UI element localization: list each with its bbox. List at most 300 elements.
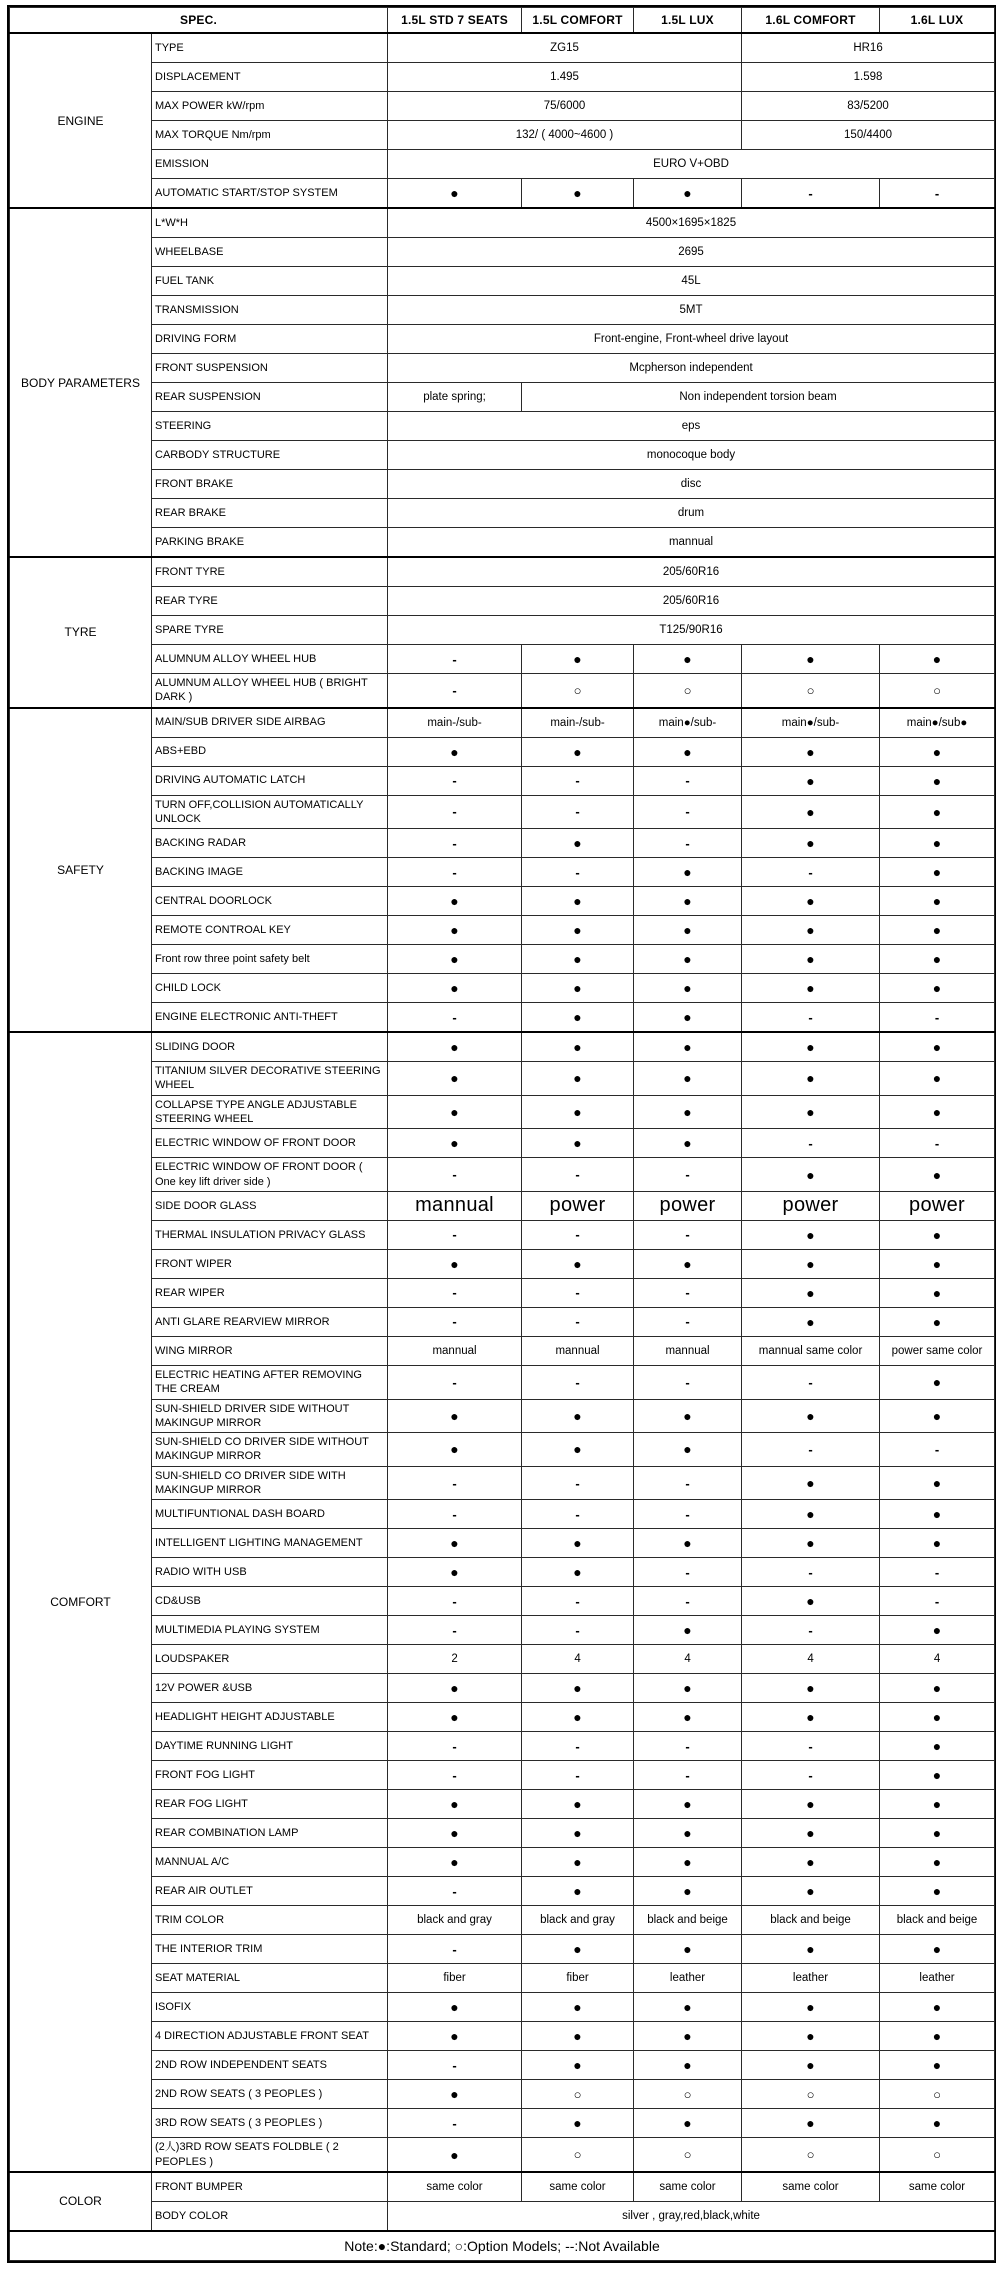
standard-dot-icon: ● (880, 1158, 995, 1192)
standard-dot-icon: ● (880, 766, 995, 795)
value-cell: 83/5200 (742, 92, 995, 121)
spec-row (10, 557, 995, 587)
spec-row (10, 1365, 995, 1399)
standard-dot-icon: ● (634, 1399, 742, 1433)
standard-dot-icon: ● (880, 1616, 995, 1645)
standard-dot-icon: ● (880, 829, 995, 858)
standard-dot-icon: ● (522, 974, 634, 1003)
standard-dot-icon: ● (742, 1307, 880, 1336)
spec-row-label: TRIM COLOR (152, 1906, 388, 1935)
not-available-dash: - (388, 1003, 522, 1033)
standard-dot-icon: ● (742, 916, 880, 945)
spec-row (10, 1674, 995, 1703)
standard-dot-icon: ● (880, 1500, 995, 1529)
spec-row (10, 1249, 995, 1278)
column-header-15l-lux: 1.5L LUX (634, 8, 742, 34)
standard-dot-icon: ● (388, 1674, 522, 1703)
standard-dot-icon: ● (634, 945, 742, 974)
not-available-dash: - (634, 1307, 742, 1336)
not-available-dash: - (522, 1500, 634, 1529)
value-cell: fiber (522, 1964, 634, 1993)
spec-row-label: WHEELBASE (152, 238, 388, 267)
not-available-dash: - (522, 766, 634, 795)
not-available-dash: - (742, 1732, 880, 1761)
spec-row-label: DISPLACEMENT (152, 63, 388, 92)
spec-row (10, 887, 995, 916)
spec-row-label: RADIO WITH USB (152, 1558, 388, 1587)
not-available-dash: - (388, 1500, 522, 1529)
standard-dot-icon: ● (388, 1790, 522, 1819)
standard-dot-icon: ● (742, 1399, 880, 1433)
spec-row-label: TITANIUM SILVER DECORATIVE STEERING WHEEL (152, 1062, 388, 1096)
option-circle-icon: ○ (634, 2138, 742, 2172)
value-cell: 1.598 (742, 63, 995, 92)
option-circle-icon: ○ (880, 2138, 995, 2172)
spec-row-label: L*W*H (152, 208, 388, 238)
spec-row (10, 325, 995, 354)
spec-row (10, 121, 995, 150)
spec-row (10, 296, 995, 325)
standard-dot-icon: ● (742, 2051, 880, 2080)
spec-row-label: TYPE (152, 33, 388, 63)
standard-dot-icon: ● (742, 945, 880, 974)
spec-row-label: TRANSMISSION (152, 296, 388, 325)
value-cell: 45L (388, 267, 995, 296)
not-available-dash: - (880, 1558, 995, 1587)
spec-row-label: THERMAL INSULATION PRIVACY GLASS (152, 1220, 388, 1249)
not-available-dash: - (634, 1732, 742, 1761)
note-row (10, 2231, 995, 2261)
standard-dot-icon: ● (522, 1433, 634, 1467)
standard-dot-icon: ● (522, 2051, 634, 2080)
standard-dot-icon: ● (742, 1877, 880, 1906)
value-cell: plate spring; (388, 383, 522, 412)
standard-dot-icon: ● (634, 1249, 742, 1278)
spec-row-label: MAX POWER kW/rpm (152, 92, 388, 121)
spec-row-label: BODY COLOR (152, 2201, 388, 2231)
not-available-dash: - (742, 1003, 880, 1033)
standard-dot-icon: ● (388, 1819, 522, 1848)
spec-row-label: SIDE DOOR GLASS (152, 1191, 388, 1220)
standard-dot-icon: ● (880, 1848, 995, 1877)
spec-row (10, 2138, 995, 2172)
not-available-dash: - (522, 1616, 634, 1645)
value-cell: Front-engine, Front-wheel drive layout (388, 325, 995, 354)
standard-dot-icon: ● (522, 645, 634, 674)
standard-dot-icon: ● (742, 1466, 880, 1500)
not-available-dash: - (634, 1466, 742, 1500)
standard-dot-icon: ● (742, 1587, 880, 1616)
value-cell: power same color (880, 1336, 995, 1365)
spec-row-label: ALUMNUM ALLOY WHEEL HUB (152, 645, 388, 674)
spec-row (10, 1095, 995, 1129)
not-available-dash: - (388, 1877, 522, 1906)
spec-row (10, 1906, 995, 1935)
standard-dot-icon: ● (522, 1674, 634, 1703)
spec-row-label: 3RD ROW SEATS ( 3 PEOPLES ) (152, 2109, 388, 2138)
spec-row-label: CARBODY STRUCTURE (152, 441, 388, 470)
spec-row (10, 2109, 995, 2138)
not-available-dash: - (880, 1129, 995, 1158)
not-available-dash: - (634, 1278, 742, 1307)
standard-dot-icon: ● (742, 1249, 880, 1278)
standard-dot-icon: ● (522, 2109, 634, 2138)
value-cell: same color (522, 2172, 634, 2202)
spec-row (10, 1877, 995, 1906)
category-cell-safety: SAFETY (10, 708, 152, 1033)
option-circle-icon: ○ (522, 674, 634, 708)
spec-row-label: BACKING RADAR (152, 829, 388, 858)
spec-row-label: WING MIRROR (152, 1336, 388, 1365)
standard-dot-icon: ● (880, 1674, 995, 1703)
spec-row-label: REAR COMBINATION LAMP (152, 1819, 388, 1848)
spec-row-label: BACKING IMAGE (152, 858, 388, 887)
value-cell: main●/sub- (742, 708, 880, 738)
not-available-dash: - (522, 1158, 634, 1192)
spec-row-label: 2ND ROW SEATS ( 3 PEOPLES ) (152, 2080, 388, 2109)
value-cell: 205/60R16 (388, 557, 995, 587)
spec-row-label: ELECTRIC WINDOW OF FRONT DOOR (152, 1129, 388, 1158)
standard-dot-icon: ● (634, 1032, 742, 1062)
spec-row-label: LOUDSPAKER (152, 1645, 388, 1674)
standard-dot-icon: ● (880, 1278, 995, 1307)
spec-row-label: MAX TORQUE Nm/rpm (152, 121, 388, 150)
standard-dot-icon: ● (388, 1095, 522, 1129)
not-available-dash: - (634, 1158, 742, 1192)
category-cell-comfort: COMFORT (10, 1032, 152, 2172)
not-available-dash: - (388, 1616, 522, 1645)
not-available-dash: - (388, 1732, 522, 1761)
standard-dot-icon: ● (634, 1529, 742, 1558)
value-cell: black and beige (634, 1906, 742, 1935)
spec-row (10, 645, 995, 674)
value-cell: 2695 (388, 238, 995, 267)
spec-row (10, 974, 995, 1003)
table-header-row (10, 8, 995, 34)
not-available-dash: - (742, 1433, 880, 1467)
value-cell: mannual (388, 528, 995, 558)
value-cell: black and gray (388, 1906, 522, 1935)
spec-row-label: EMISSION (152, 150, 388, 179)
standard-dot-icon: ● (634, 2022, 742, 2051)
standard-dot-icon: ● (388, 1032, 522, 1062)
spec-row-label: 12V POWER &USB (152, 1674, 388, 1703)
not-available-dash: - (742, 858, 880, 887)
spec-row (10, 916, 995, 945)
spec-row-label: MULTIMEDIA PLAYING SYSTEM (152, 1616, 388, 1645)
not-available-dash: - (880, 1587, 995, 1616)
standard-dot-icon: ● (388, 179, 522, 209)
category-cell-body-parameters: BODY PARAMETERS (10, 208, 152, 557)
spec-row-label: FRONT FOG LIGHT (152, 1761, 388, 1790)
spec-row-label: ANTI GLARE REARVIEW MIRROR (152, 1307, 388, 1336)
not-available-dash: - (634, 1365, 742, 1399)
value-cell: mannual same color (742, 1336, 880, 1365)
not-available-dash: - (522, 1732, 634, 1761)
not-available-dash: - (634, 1558, 742, 1587)
not-available-dash: - (634, 829, 742, 858)
standard-dot-icon: ● (634, 179, 742, 209)
standard-dot-icon: ● (388, 2138, 522, 2172)
not-available-dash: - (522, 795, 634, 829)
spec-row (10, 945, 995, 974)
spec-row (10, 1964, 995, 1993)
standard-dot-icon: ● (522, 179, 634, 209)
standard-dot-icon: ● (880, 1307, 995, 1336)
value-cell: silver , gray,red,black,white (388, 2201, 995, 2231)
spec-row-label: REMOTE CONTROAL KEY (152, 916, 388, 945)
standard-dot-icon: ● (522, 887, 634, 916)
value-cell: 75/6000 (388, 92, 742, 121)
spec-row-label: SPARE TYRE (152, 616, 388, 645)
spec-row (10, 829, 995, 858)
spec-row-label: CHILD LOCK (152, 974, 388, 1003)
not-available-dash: - (388, 1220, 522, 1249)
spec-row-label: MAIN/SUB DRIVER SIDE AIRBAG (152, 708, 388, 738)
standard-dot-icon: ● (388, 887, 522, 916)
spec-row (10, 1466, 995, 1500)
not-available-dash: - (388, 795, 522, 829)
value-cell: black and gray (522, 1906, 634, 1935)
spec-row (10, 412, 995, 441)
spec-row (10, 1558, 995, 1587)
note-text: Note:●:Standard; ○:Option Models; --:Not Available (10, 2231, 995, 2261)
not-available-dash: - (522, 1761, 634, 1790)
standard-dot-icon: ● (742, 1674, 880, 1703)
standard-dot-icon: ● (634, 1433, 742, 1467)
spec-row-label: THE INTERIOR TRIM (152, 1935, 388, 1964)
option-circle-icon: ○ (522, 2080, 634, 2109)
standard-dot-icon: ● (880, 1877, 995, 1906)
standard-dot-icon: ● (522, 1935, 634, 1964)
spec-row (10, 674, 995, 708)
option-circle-icon: ○ (634, 2080, 742, 2109)
spec-row (10, 1500, 995, 1529)
standard-dot-icon: ● (634, 1993, 742, 2022)
spec-row (10, 737, 995, 766)
not-available-dash: - (880, 1433, 995, 1467)
spec-row-label: STEERING (152, 412, 388, 441)
spec-header-cell: SPEC. (10, 8, 388, 34)
standard-dot-icon: ● (522, 829, 634, 858)
standard-dot-icon: ● (742, 737, 880, 766)
not-available-dash: - (522, 858, 634, 887)
spec-row-label: SUN-SHIELD CO DRIVER SIDE WITH MAKINGUP MIRROR (152, 1466, 388, 1500)
spec-row (10, 383, 995, 412)
spec-row-label: ENGINE ELECTRONIC ANTI-THEFT (152, 1003, 388, 1033)
spec-row-label: 4 DIRECTION ADJUSTABLE FRONT SEAT (152, 2022, 388, 2051)
spec-row (10, 179, 995, 209)
spec-row (10, 1129, 995, 1158)
standard-dot-icon: ● (742, 1529, 880, 1558)
table-header (10, 8, 995, 34)
standard-dot-icon: ● (522, 1129, 634, 1158)
standard-dot-icon: ● (388, 1249, 522, 1278)
standard-dot-icon: ● (880, 1703, 995, 1732)
standard-dot-icon: ● (880, 1790, 995, 1819)
spec-row (10, 1645, 995, 1674)
spec-row (10, 1003, 995, 1033)
standard-dot-icon: ● (634, 1616, 742, 1645)
standard-dot-icon: ● (742, 829, 880, 858)
spec-row (10, 1616, 995, 1645)
spec-row (10, 238, 995, 267)
not-available-dash: - (742, 1558, 880, 1587)
not-available-dash: - (388, 2109, 522, 2138)
spec-row-label: 2ND ROW INDEPENDENT SEATS (152, 2051, 388, 2080)
standard-dot-icon: ● (880, 1220, 995, 1249)
value-cell: EURO V+OBD (388, 150, 995, 179)
spec-row-label: REAR SUSPENSION (152, 383, 388, 412)
spec-row (10, 795, 995, 829)
table-footer (10, 2231, 995, 2261)
spec-row (10, 1399, 995, 1433)
standard-dot-icon: ● (880, 645, 995, 674)
standard-dot-icon: ● (522, 1032, 634, 1062)
standard-dot-icon: ● (880, 1399, 995, 1433)
standard-dot-icon: ● (742, 887, 880, 916)
spec-row-label: INTELLIGENT LIGHTING MANAGEMENT (152, 1529, 388, 1558)
spec-row-label: DRIVING FORM (152, 325, 388, 354)
standard-dot-icon: ● (634, 1819, 742, 1848)
spec-row (10, 1790, 995, 1819)
standard-dot-icon: ● (634, 1877, 742, 1906)
spec-row (10, 470, 995, 499)
spec-row-label: REAR AIR OUTLET (152, 1877, 388, 1906)
spec-sheet (7, 5, 996, 2263)
category-cell-tyre: TYRE (10, 557, 152, 708)
value-cell: HR16 (742, 33, 995, 63)
option-circle-icon: ○ (742, 2138, 880, 2172)
not-available-dash: - (388, 1761, 522, 1790)
not-available-dash: - (388, 829, 522, 858)
not-available-dash: - (742, 1365, 880, 1399)
value-cell: ZG15 (388, 33, 742, 63)
value-cell: 4500×1695×1825 (388, 208, 995, 238)
spec-row-label: (2人)3RD ROW SEATS FOLDBLE ( 2 PEOPLES ) (152, 2138, 388, 2172)
spec-row (10, 2051, 995, 2080)
value-cell: 1.495 (388, 63, 742, 92)
value-cell: same color (634, 2172, 742, 2202)
column-header-15l-std-7-seats: 1.5L STD 7 SEATS (388, 8, 522, 34)
not-available-dash: - (634, 795, 742, 829)
value-cell: 2 (388, 1645, 522, 1674)
standard-dot-icon: ● (880, 2109, 995, 2138)
standard-dot-icon: ● (880, 737, 995, 766)
spec-row (10, 354, 995, 383)
standard-dot-icon: ● (634, 645, 742, 674)
not-available-dash: - (388, 1935, 522, 1964)
standard-dot-icon: ● (742, 645, 880, 674)
spec-row-label: COLLAPSE TYPE ANGLE ADJUSTABLE STEERING WHEEL (152, 1095, 388, 1129)
standard-dot-icon: ● (388, 1129, 522, 1158)
not-available-dash: - (742, 1129, 880, 1158)
standard-dot-icon: ● (634, 1703, 742, 1732)
spec-row-label: FRONT SUSPENSION (152, 354, 388, 383)
spec-row-label: REAR FOG LIGHT (152, 1790, 388, 1819)
spec-row (10, 1433, 995, 1467)
standard-dot-icon: ● (522, 1249, 634, 1278)
value-cell: leather (742, 1964, 880, 1993)
spec-row-label: ELECTRIC HEATING AFTER REMOVING THE CREAM (152, 1365, 388, 1399)
spec-row (10, 1993, 995, 2022)
spec-row (10, 1848, 995, 1877)
not-available-dash: - (880, 179, 995, 209)
standard-dot-icon: ● (522, 1703, 634, 1732)
not-available-dash: - (634, 766, 742, 795)
value-cell: Mcpherson independent (388, 354, 995, 383)
standard-dot-icon: ● (522, 1790, 634, 1819)
standard-dot-icon: ● (742, 766, 880, 795)
standard-dot-icon: ● (388, 2022, 522, 2051)
standard-dot-icon: ● (522, 1877, 634, 1906)
standard-dot-icon: ● (742, 1095, 880, 1129)
spec-row (10, 1935, 995, 1964)
spec-row-label: Front row three point safety belt (152, 945, 388, 974)
value-cell: mannual (634, 1336, 742, 1365)
standard-dot-icon: ● (522, 1003, 634, 1033)
spec-row (10, 208, 995, 238)
standard-dot-icon: ● (388, 1558, 522, 1587)
standard-dot-icon: ● (388, 1529, 522, 1558)
value-cell: main-/sub- (522, 708, 634, 738)
not-available-dash: - (522, 1466, 634, 1500)
spec-row (10, 1307, 995, 1336)
standard-dot-icon: ● (634, 2109, 742, 2138)
standard-dot-icon: ● (388, 737, 522, 766)
standard-dot-icon: ● (634, 1935, 742, 1964)
spec-row (10, 33, 995, 63)
option-circle-icon: ○ (522, 2138, 634, 2172)
standard-dot-icon: ● (522, 1848, 634, 1877)
standard-dot-icon: ● (880, 1732, 995, 1761)
spec-row (10, 1761, 995, 1790)
value-cell: main-/sub- (388, 708, 522, 738)
standard-dot-icon: ● (880, 858, 995, 887)
spec-row-label: AUTOMATIC START/STOP SYSTEM (152, 179, 388, 209)
value-cell: 4 (880, 1645, 995, 1674)
option-circle-icon: ○ (742, 2080, 880, 2109)
spec-row (10, 1529, 995, 1558)
spec-row (10, 1819, 995, 1848)
standard-dot-icon: ● (634, 1790, 742, 1819)
spec-row (10, 1703, 995, 1732)
spec-row (10, 1062, 995, 1096)
spec-row-label: CENTRAL DOORLOCK (152, 887, 388, 916)
value-cell: Non independent torsion beam (522, 383, 995, 412)
not-available-dash: - (388, 674, 522, 708)
standard-dot-icon: ● (742, 1158, 880, 1192)
not-available-dash: - (880, 1003, 995, 1033)
standard-dot-icon: ● (742, 1703, 880, 1732)
not-available-dash: - (522, 1587, 634, 1616)
value-cell: black and beige (880, 1906, 995, 1935)
not-available-dash: - (388, 858, 522, 887)
spec-row (10, 1158, 995, 1192)
value-cell: main●/sub● (880, 708, 995, 738)
standard-dot-icon: ● (880, 1249, 995, 1278)
standard-dot-icon: ● (634, 1129, 742, 1158)
value-cell: leather (634, 1964, 742, 1993)
not-available-dash: - (522, 1307, 634, 1336)
value-cell: mannual (522, 1336, 634, 1365)
spec-row-label: CD&USB (152, 1587, 388, 1616)
value-cell: power (634, 1191, 742, 1220)
standard-dot-icon: ● (742, 2109, 880, 2138)
standard-dot-icon: ● (388, 945, 522, 974)
spec-row-label: ELECTRIC WINDOW OF FRONT DOOR ( One key lift driver side ) (152, 1158, 388, 1192)
value-cell: power (522, 1191, 634, 1220)
